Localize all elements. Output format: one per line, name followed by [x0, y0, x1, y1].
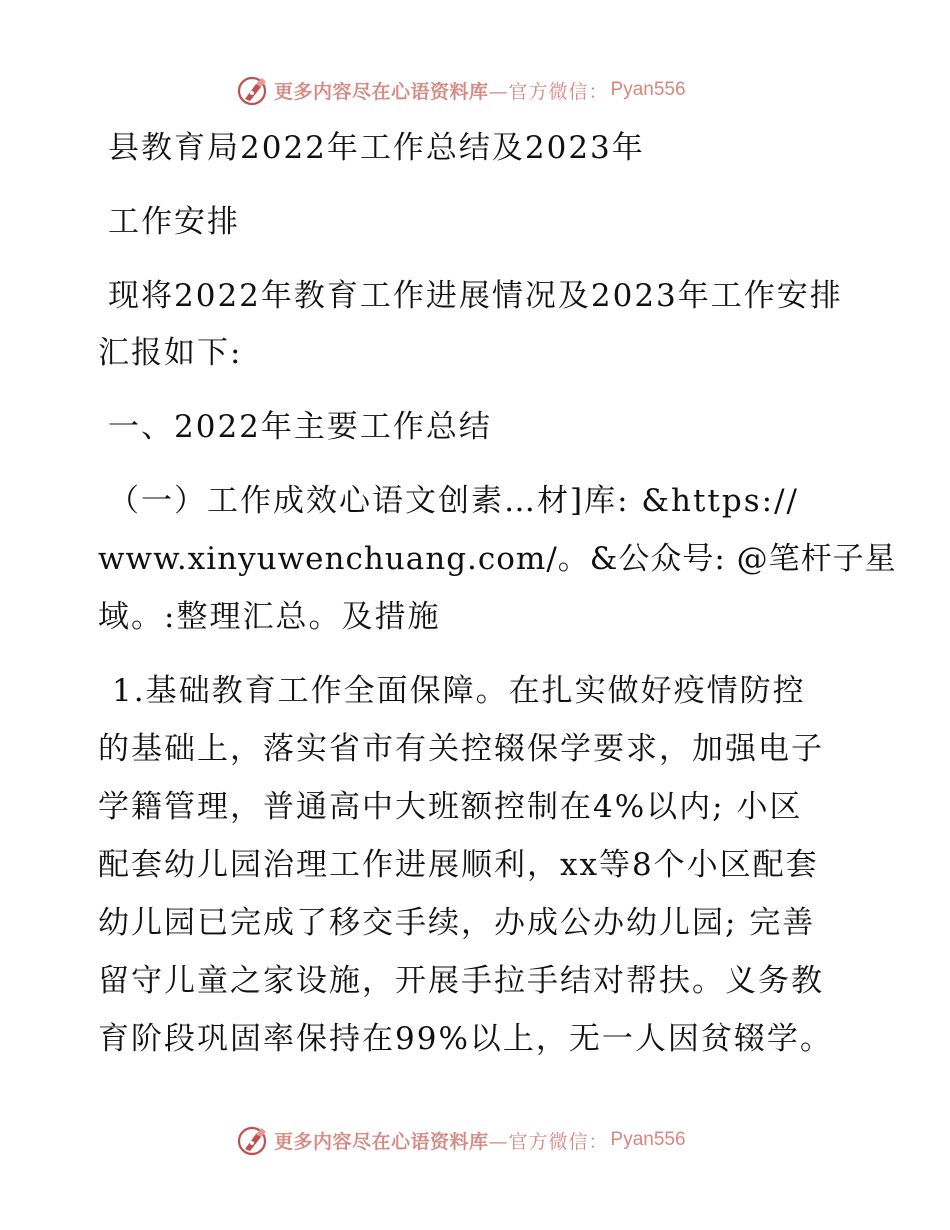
watermark-official-text: —官方微信：: [488, 1130, 609, 1153]
paragraph-line-3: 学籍管理，普通高中大班额控制在4%以内; 小区: [98, 789, 803, 825]
intro-line-2: 汇报如下:: [98, 335, 243, 371]
header-watermark: [236, 72, 686, 108]
paragraph-line-2: 的基础上，落实省市有关控辍保学要求，加强电子: [98, 731, 824, 767]
subsection-line-1: （一）工作成效心语文创素…材]库: &https://: [108, 483, 799, 519]
paragraph-line-4: 配套幼儿园治理工作进展顺利，xx等8个小区配套: [98, 847, 819, 883]
paragraph-line-7: 育阶段巩固率保持在99%以上，无一人因贫辍学。: [98, 1021, 833, 1057]
watermark-wechat-handle: Pyan556: [610, 79, 686, 100]
paragraph-line-1: 1.基础教育工作全面保障。在扎实做好疫情防控: [112, 673, 806, 709]
watermark-brand-text: 更多内容尽在心语资料库: [274, 1130, 489, 1153]
footer-watermark: [236, 1122, 686, 1158]
watermark-official-text: —官方微信：: [488, 80, 609, 103]
subsection-line-2: www.xinyuwenchuang.com/。&公众号: @笔杆子星: [98, 541, 897, 577]
intro-line-1: 现将2022年教育工作进展情况及2023年工作安排: [108, 278, 843, 314]
section-heading: 一、2022年主要工作总结: [108, 409, 492, 445]
pen-nib-logo-icon: [236, 1123, 270, 1157]
paragraph-line-5: 幼儿园已完成了移交手续，办成公办幼儿园; 完善: [98, 905, 816, 941]
paragraph-line-6: 留守儿童之家设施，开展手拉手结对帮扶。义务教: [98, 963, 824, 999]
watermark-brand-text: 更多内容尽在心语资料库: [274, 80, 489, 103]
pen-nib-logo-icon: [236, 73, 270, 107]
watermark-wechat-handle: Pyan556: [610, 1129, 686, 1150]
subsection-line-3: 域。:整理汇总。及措施: [98, 599, 441, 635]
document-title-line-1: 县教育局2022年工作总结及2023年: [108, 130, 645, 166]
document-title-line-2: 工作安排: [108, 204, 240, 240]
